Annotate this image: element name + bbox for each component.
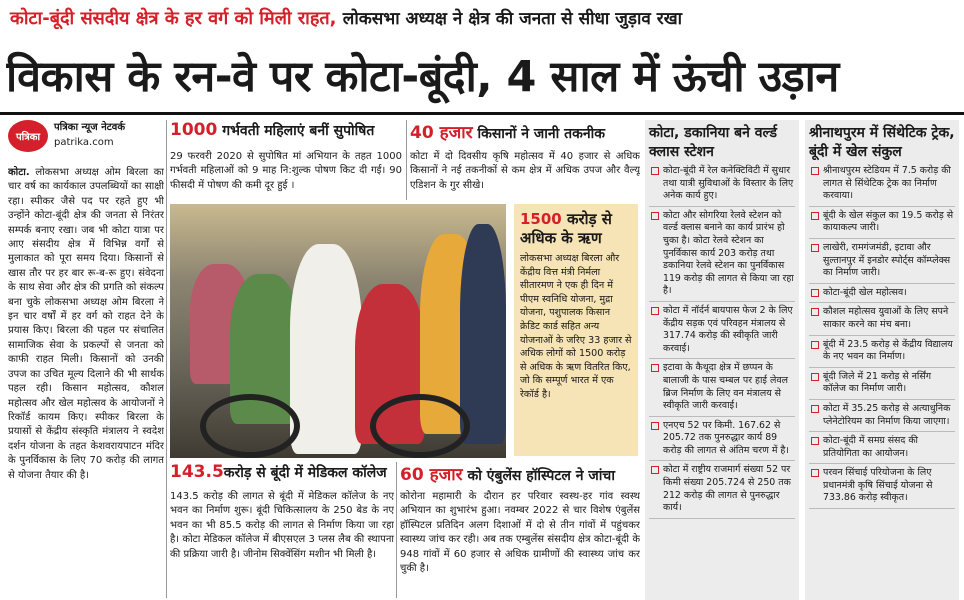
patrika-logo: पत्रिका — [8, 120, 48, 152]
railway-list-item-text: कोटा में नॉर्दर्न बायपास फेज 2 के लिए केंद्रीय सड़क एवं परिवहन मंत्रालय से 317.74 करोड़ की स्वीकृति जारी करवाई। — [663, 304, 793, 354]
section-nutrition-title: गर्भवती महिलाएं बनीं सुपोषित — [217, 123, 375, 139]
railway-list-item-text: कोटा-बूंदी में रेल कनेक्टिविटी में सुधार तथा यात्री सुविधाओं के विस्तार के लिए अनेक कार्य हुए। — [663, 165, 794, 202]
kicker-red: कोटा-बूंदी संसदीय क्षेत्र के हर वर्ग को मिली राहत, — [10, 8, 337, 29]
sports-list-item-text: बूंदी में 23.5 करोड़ से केंद्रीय विद्यालय के नए भवन का निर्माण। — [823, 338, 953, 363]
sports-list-item-text: श्रीनाथपुरम स्टेडियम में 7.5 करोड़ की लागत से सिंथेटिक ट्रेक का निर्माण करवाया। — [823, 165, 951, 202]
dateline: कोटा. — [8, 167, 30, 178]
railway-list-item-text: कोटा में राष्ट्रीय राजमार्ग संख्या 52 पर किमी संख्या 205.724 से 250 तक 212 करोड़ की लागत से पुनरुद्धार कार्य। — [663, 464, 791, 514]
section-farmers-head — [410, 120, 640, 143]
checkbox-bullet-icon — [811, 244, 819, 252]
sports-list-item-text: कोटा-बूंदी खेल महोत्सव। — [823, 286, 907, 298]
railway-list-item-text: एनएच 52 पर किमी. 167.62 से 205.72 तक पुनरुद्धार कार्य 89 करोड़ की लागत से अंतिम चरण में है। — [663, 419, 789, 456]
byline — [54, 120, 166, 150]
section-medical-number: 143.5 — [170, 462, 224, 482]
section-nutrition-text: 29 फरवरी 2020 से सुपोषित मां अभियान के तहत 1000 गर्भवती महिलाओं को 9 माह नि:शुल्क पोषण किट दी गई। 90 फीसदी में पोषण की कमी दूर हुई । — [170, 151, 402, 191]
section-medical-title: करोड़ से बूंदी में मेडिकल कॉलेज — [223, 465, 387, 481]
sports-panel-title: श्रीनाथपुरम में सिंथेटिक ट्रेक, बूंदी में खेल संकुल — [809, 125, 955, 160]
railway-list-item — [649, 207, 795, 302]
checkbox-bullet-icon — [811, 469, 819, 477]
kicker — [0, 0, 964, 44]
section-ambulance-text: कोरोना महामारी के दौरान हर परिवार स्वस्थ-हर गांव स्वस्थ अभियान का शुभारंभ हुआ। नवम्बर 2022 से चार विशेष एंबुलेंस हॉस्पिटल प्रतिदिन अलग दिशाओं में दो से तीन गांवों में पहुंचकर स्वास्थ्य जांच कर रही। अब तक एम्बुलेंस संसदीय क्षेत्र कोटा-बूंदी के 948 गांवों में 60 हजार से अधिक ग्रामीणों की स्वास्थ्य जांच कर चुकी है। — [400, 491, 640, 575]
checkbox-bullet-icon — [811, 373, 819, 381]
checkbox-bullet-icon — [811, 167, 819, 175]
column-divider — [396, 462, 397, 598]
byline-network: पत्रिका न्यूज नेटवर्क — [54, 122, 126, 133]
railway-list-item — [649, 359, 795, 416]
sports-list-item — [809, 368, 955, 400]
sports-list-item-text: कोटा-बूंदी में समग्र संसद की प्रतियोगिता का आयोजन। — [823, 435, 918, 459]
railway-list-item — [649, 461, 795, 518]
section-ambulance-number: 60 हजार — [400, 465, 463, 485]
sports-list-item — [809, 464, 955, 509]
section-farmers-number: 40 हजार — [410, 123, 473, 143]
loans-number: 1500 — [520, 210, 562, 228]
railway-panel — [645, 120, 799, 600]
news-photo — [170, 204, 506, 458]
sports-list-item-text: लाखेरी, रामगंजमंडी, इटावा और सुल्तानपुर में इनडोर स्पोर्ट्स कॉम्प्लेक्स का निर्माण जारी। — [823, 241, 951, 279]
section-farmers-title: किसानों ने जानी तकनीक — [472, 126, 605, 142]
headline-rule — [0, 112, 964, 115]
railway-list-item — [649, 417, 795, 462]
loans-text: लोकसभा अध्यक्ष बिरला और केंद्रीय वित्त मंत्री निर्मला सीतारमण ने एक ही दिन में पीएम स्वनिधि योजना, मुद्रा योजना, पशुपालक किसान क्रेडिट कार्ड सहित अन्य योजनाओं के जरिए 33 हजार से अधिक लोगों को 1500 करोड़ से अधिक के ऋण वितरित किए, जो कि सम्पूर्ण भारत में एक रेकॉर्ड है। — [520, 253, 632, 400]
intro-text: लोकसभा अध्यक्ष ओम बिरला का चार वर्ष का कार्यकाल उपलब्धियों का साक्षी रहा। स्पीकर जैसे पद पर रहते हुए भी उन्होंने कोटा-बूंदी क्षेत्र की जनता से निरंतर सम्पर्क बनाए रखा। जब भी कोटा यात्रा पर आए संसदीय क्षेत्र में विभिन्न वर्गों से मुलाकात को पूरा समय दिया। किसानों से खास तौर पर हर बार रू-ब-रू हुए। संवेदना के साथ सेवा और क्षेत्र की प्रगति को संकल्प बना चुके लोकसभा अध्यक्ष ओम बिरला ने इन चार वर्षों में हर वर्ग को राहत देने के प्रयास किए। बिरला की पहल पर संचालित सामाजिक सेवा के प्रकल्पों से जनता को काफी राहत मिली। किसानों को उनकी उपज का उचित मूल्य दिलाने की भी सार्थक पहल रही। किसान महोत्सव, कौशल महोत्सव और खेल महोत्सव के आयोजनों ने रिकॉर्ड कायम किए। स्पीकर बिरला के प्रयासों से केंद्रीय संस्कृति मंत्रालय ने स्वदेश दर्शन योजना के तहत केशवरायपाटन मंदिर के पुनर्विकास के लिए 70 करोड़ की लागत से योजना तैयार की है। — [8, 167, 164, 481]
sports-list-item-text: बूंदी के खेल संकुल का 19.5 करोड़ से कायाकल्प जारी। — [823, 209, 954, 234]
sports-list-item-text: कोटा में 35.25 करोड़ से अत्याधुनिक प्लेनेटोरियम का निर्माण किया जाएगा। — [823, 402, 951, 427]
sports-list-item — [809, 336, 955, 368]
section-medical-text: 143.5 करोड़ की लागत से बूंदी में मेडिकल कॉलेज के नए भवन का निर्माण शुरू। बूंदी चिकित्सालय के 250 बेड के नए भवन का भी 85.5 करोड़ की लागत से निर्माण किया जा रहा है। कोटा मेडिकल कॉलेज में बीएसएल 3 प्लस लैब की स्थापना की प्रक्रिया जारी है। जीनोम सिक्वेंसिंग मशीन भी मिली है। — [170, 491, 394, 560]
sports-list-item — [809, 400, 955, 432]
sports-list-item — [809, 284, 955, 304]
column-divider — [166, 120, 167, 598]
railway-list-item-text: इटावा के कैथूदा क्षेत्र में छप्पन के बालाजी के पास चम्बल पर हाई लेवल ब्रिज निर्माण के लिए वन मंत्रालय से स्वीकृति जारी करवाई। — [663, 362, 788, 412]
section-ambulance-title: को एंबुलेंस हॉस्पिटल ने जांचा — [462, 468, 615, 484]
section-medical-head — [170, 462, 394, 482]
loans-callout — [514, 204, 638, 456]
section-nutrition-head — [170, 120, 402, 140]
kicker-black: लोकसभा अध्यक्ष ने क्षेत्र की जनता से सीधा जुड़ाव रखा — [342, 9, 683, 29]
railway-list-item — [649, 302, 795, 359]
checkbox-bullet-icon — [811, 212, 819, 220]
checkbox-bullet-icon — [651, 422, 659, 430]
sports-list-item-text: बूंदी जिले में 21 करोड़ से नर्सिंग कॉलेज का निर्माण जारी। — [823, 370, 931, 395]
railway-list — [649, 162, 795, 519]
sports-panel — [805, 120, 959, 600]
checkbox-bullet-icon — [811, 341, 819, 349]
railway-list-item — [649, 162, 795, 207]
checkbox-bullet-icon — [651, 167, 659, 175]
sports-list-item — [809, 162, 955, 207]
railway-panel-title: कोटा, डकानिया बने वर्ल्ड क्लास स्टेशन — [649, 125, 778, 160]
sports-list-item — [809, 207, 955, 239]
headline: विकास के रन-वे पर कोटा-बूंदी, 4 साल में ऊंची उड़ान — [6, 52, 839, 102]
checkbox-bullet-icon — [651, 307, 659, 315]
checkbox-bullet-icon — [651, 466, 659, 474]
section-nutrition-number: 1000 — [170, 120, 218, 140]
sports-list-item-text: कौशल महोत्सव युवाओं के लिए सपने साकार करने का मंच बना। — [823, 306, 949, 330]
sports-list-item — [809, 432, 955, 464]
checkbox-bullet-icon — [651, 364, 659, 372]
checkbox-bullet-icon — [811, 405, 819, 413]
loans-title: करोड़ से अधिक के ऋण — [520, 210, 612, 247]
railway-list-item-text: कोटा और सोगरिया रेलवे स्टेशन को वर्ल्ड क्लास बनाने का कार्य प्रारंभ हो चुका है। कोटा रेलवे स्टेशन का पुनर्विकास कार्य 203 करोड़ तथा डकानिया रेलवे स्टेशन का पुनर्विकास 119 करोड़ की लागत से किया जा रहा है। — [663, 209, 794, 297]
checkbox-bullet-icon — [811, 308, 819, 316]
sports-list-item-text: परवन सिंचाई परियोजना के लिए प्रधानमंत्री कृषि सिंचाई योजना से 733.86 करोड़ स्वीकृत। — [823, 467, 933, 504]
intro-article — [8, 166, 164, 596]
sports-list-item — [809, 303, 955, 335]
checkbox-bullet-icon — [651, 212, 659, 220]
sports-list — [809, 162, 955, 509]
byline-site: patrika.com — [54, 137, 114, 148]
section-farmers-text: कोटा में दो दिवसीय कृषि महोत्सव में 40 हजार से अधिक किसानों ने नई तकनीकों से कम क्षेत्र में अधिक उपज और वैल्यू एडिशन के गुर सीखे। — [410, 151, 640, 191]
section-ambulance-head — [400, 462, 640, 485]
checkbox-bullet-icon — [811, 289, 819, 297]
sports-list-item — [809, 239, 955, 284]
checkbox-bullet-icon — [811, 437, 819, 445]
column-divider — [406, 120, 407, 200]
